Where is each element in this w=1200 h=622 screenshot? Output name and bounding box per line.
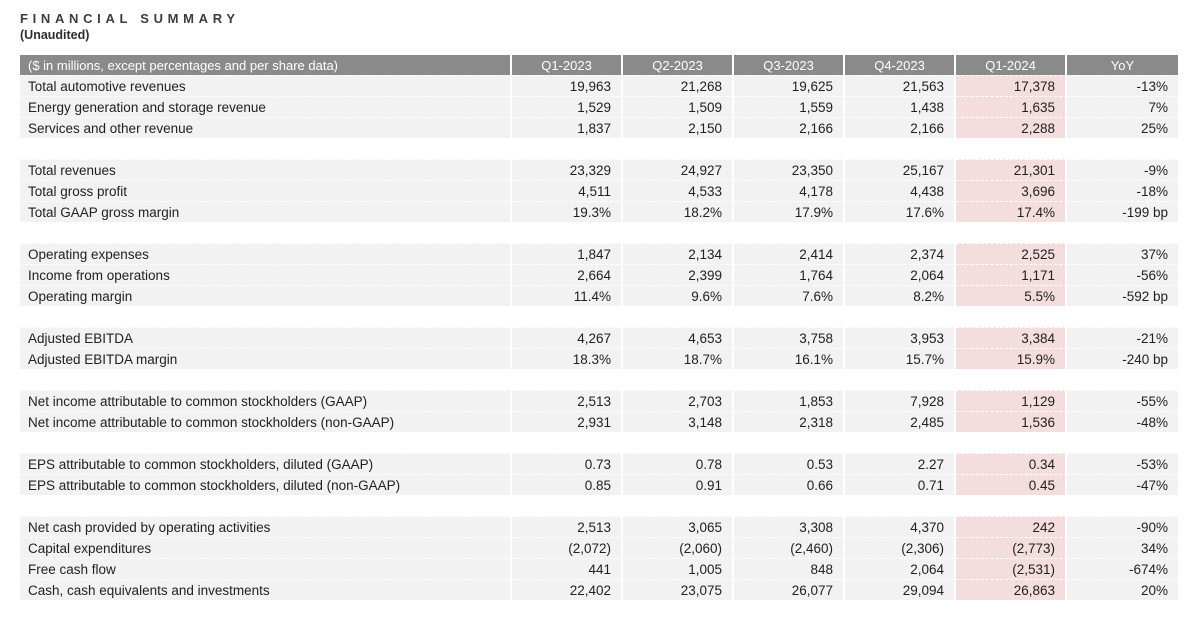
- cell-value: -9%: [1067, 159, 1178, 180]
- cell-value: -90%: [1067, 516, 1178, 537]
- cell-value: -674%: [1067, 558, 1178, 579]
- cell-value: 22,402: [512, 579, 623, 600]
- cell-value: -56%: [1067, 264, 1178, 285]
- cell-value: 2,399: [623, 264, 734, 285]
- column-header: YoY: [1067, 55, 1178, 75]
- cell-value: 29,094: [845, 579, 956, 600]
- cell-value: 21,268: [623, 75, 734, 96]
- cell-value: 23,350: [734, 159, 845, 180]
- section-spacer-cell: [20, 222, 1178, 243]
- section-spacer-cell: [20, 306, 1178, 327]
- cell-value-highlight: 3,384: [956, 327, 1067, 348]
- cell-value: 19,625: [734, 75, 845, 96]
- cell-value: 25,167: [845, 159, 956, 180]
- cell-value: -13%: [1067, 75, 1178, 96]
- table-row: [20, 558, 1178, 579]
- cell-value-highlight: 0.45: [956, 474, 1067, 495]
- table-row: [20, 348, 1178, 369]
- page-title: FINANCIAL SUMMARY: [20, 11, 240, 26]
- cell-value-highlight: 0.34: [956, 453, 1067, 474]
- column-header-units-note: ($ in millions, except percentages and per share data): [20, 55, 512, 75]
- cell-value: 4,267: [512, 327, 623, 348]
- cell-value: 2,064: [845, 264, 956, 285]
- table-row: [20, 264, 1178, 285]
- row-label: Total gross profit: [20, 180, 512, 201]
- row-label: Cash, cash equivalents and investments: [20, 579, 512, 600]
- cell-value: 2,664: [512, 264, 623, 285]
- cell-value: 1,509: [623, 96, 734, 117]
- section-spacer: [20, 432, 1178, 453]
- section-spacer-cell: [20, 369, 1178, 390]
- cell-value: 0.71: [845, 474, 956, 495]
- cell-value: 17.9%: [734, 201, 845, 222]
- cell-value: -21%: [1067, 327, 1178, 348]
- row-label: EPS attributable to common stockholders, diluted (GAAP): [20, 453, 512, 474]
- cell-value: 3,953: [845, 327, 956, 348]
- cell-value: -48%: [1067, 411, 1178, 432]
- cell-value: 18.7%: [623, 348, 734, 369]
- table-row: [20, 474, 1178, 495]
- cell-value-highlight: 3,696: [956, 180, 1067, 201]
- row-label: Total revenues: [20, 159, 512, 180]
- cell-value: 4,178: [734, 180, 845, 201]
- cell-value: 2,414: [734, 243, 845, 264]
- cell-value-highlight: (2,773): [956, 537, 1067, 558]
- table-row: [20, 96, 1178, 117]
- cell-value: 1,529: [512, 96, 623, 117]
- cell-value: 26,077: [734, 579, 845, 600]
- cell-value: 3,308: [734, 516, 845, 537]
- page-subtitle: (Unaudited): [20, 28, 90, 42]
- row-label: Free cash flow: [20, 558, 512, 579]
- table-row: [20, 159, 1178, 180]
- table-body: [20, 75, 1178, 600]
- cell-value-highlight: 1,171: [956, 264, 1067, 285]
- cell-value: 15.7%: [845, 348, 956, 369]
- cell-value: 0.78: [623, 453, 734, 474]
- row-label: Capital expenditures: [20, 537, 512, 558]
- table-row: [20, 537, 1178, 558]
- cell-value: 25%: [1067, 117, 1178, 138]
- row-label: Services and other revenue: [20, 117, 512, 138]
- cell-value-highlight: 1,129: [956, 390, 1067, 411]
- cell-value: 3,148: [623, 411, 734, 432]
- cell-value: 4,511: [512, 180, 623, 201]
- cell-value-highlight: 242: [956, 516, 1067, 537]
- cell-value: 2,166: [845, 117, 956, 138]
- table-row: [20, 411, 1178, 432]
- cell-value: 4,438: [845, 180, 956, 201]
- cell-value: 1,837: [512, 117, 623, 138]
- row-label: Net income attributable to common stockholders (GAAP): [20, 390, 512, 411]
- cell-value: 7,928: [845, 390, 956, 411]
- cell-value: 2,166: [734, 117, 845, 138]
- cell-value: 18.3%: [512, 348, 623, 369]
- cell-value: 1,853: [734, 390, 845, 411]
- cell-value: 2,134: [623, 243, 734, 264]
- cell-value: -18%: [1067, 180, 1178, 201]
- section-spacer: [20, 306, 1178, 327]
- table-row: [20, 117, 1178, 138]
- table-row: [20, 453, 1178, 474]
- section-spacer: [20, 222, 1178, 243]
- cell-value-highlight: 21,301: [956, 159, 1067, 180]
- section-spacer: [20, 138, 1178, 159]
- cell-value: 19.3%: [512, 201, 623, 222]
- section-spacer: [20, 369, 1178, 390]
- cell-value: 9.6%: [623, 285, 734, 306]
- cell-value-highlight: 17,378: [956, 75, 1067, 96]
- row-label: Adjusted EBITDA margin: [20, 348, 512, 369]
- row-label: Operating margin: [20, 285, 512, 306]
- cell-value: 2,485: [845, 411, 956, 432]
- section-spacer-cell: [20, 432, 1178, 453]
- cell-value: 7.6%: [734, 285, 845, 306]
- cell-value: 4,370: [845, 516, 956, 537]
- cell-value: 24,927: [623, 159, 734, 180]
- cell-value: 2,703: [623, 390, 734, 411]
- column-header: Q3-2023: [734, 55, 845, 75]
- cell-value: 20%: [1067, 579, 1178, 600]
- cell-value-highlight: 17.4%: [956, 201, 1067, 222]
- cell-value: 2,513: [512, 516, 623, 537]
- cell-value: -53%: [1067, 453, 1178, 474]
- cell-value: 1,847: [512, 243, 623, 264]
- cell-value: 0.73: [512, 453, 623, 474]
- cell-value: 4,533: [623, 180, 734, 201]
- cell-value: 2,318: [734, 411, 845, 432]
- cell-value: (2,306): [845, 537, 956, 558]
- cell-value: -240 bp: [1067, 348, 1178, 369]
- cell-value: 1,559: [734, 96, 845, 117]
- column-header: Q1-2024: [956, 55, 1067, 75]
- column-header: Q2-2023: [623, 55, 734, 75]
- cell-value: 2,374: [845, 243, 956, 264]
- table-row: [20, 516, 1178, 537]
- table-row: [20, 180, 1178, 201]
- cell-value: 2,931: [512, 411, 623, 432]
- cell-value: 0.53: [734, 453, 845, 474]
- table-row: [20, 327, 1178, 348]
- section-spacer-cell: [20, 495, 1178, 516]
- cell-value: 2,150: [623, 117, 734, 138]
- section-spacer-cell: [20, 138, 1178, 159]
- cell-value: 0.85: [512, 474, 623, 495]
- cell-value: 0.91: [623, 474, 734, 495]
- table-row: [20, 243, 1178, 264]
- row-label: Net income attributable to common stockholders (non-GAAP): [20, 411, 512, 432]
- cell-value: 34%: [1067, 537, 1178, 558]
- cell-value: 1,005: [623, 558, 734, 579]
- cell-value: 11.4%: [512, 285, 623, 306]
- cell-value: 18.2%: [623, 201, 734, 222]
- cell-value: 2.27: [845, 453, 956, 474]
- table-row: [20, 390, 1178, 411]
- cell-value: 3,758: [734, 327, 845, 348]
- cell-value: -47%: [1067, 474, 1178, 495]
- row-label: Total automotive revenues: [20, 75, 512, 96]
- section-spacer: [20, 495, 1178, 516]
- table-row: [20, 201, 1178, 222]
- cell-value: 441: [512, 558, 623, 579]
- row-label: Net cash provided by operating activities: [20, 516, 512, 537]
- row-label: EPS attributable to common stockholders, diluted (non-GAAP): [20, 474, 512, 495]
- cell-value: 1,438: [845, 96, 956, 117]
- cell-value-highlight: 1,536: [956, 411, 1067, 432]
- column-header: Q4-2023: [845, 55, 956, 75]
- cell-value: 21,563: [845, 75, 956, 96]
- cell-value: 7%: [1067, 96, 1178, 117]
- table-row: [20, 75, 1178, 96]
- cell-value: 2,513: [512, 390, 623, 411]
- cell-value: 23,329: [512, 159, 623, 180]
- row-label: Total GAAP gross margin: [20, 201, 512, 222]
- cell-value: -55%: [1067, 390, 1178, 411]
- cell-value: 23,075: [623, 579, 734, 600]
- cell-value: 37%: [1067, 243, 1178, 264]
- cell-value: (2,460): [734, 537, 845, 558]
- table-header: [20, 55, 1178, 75]
- cell-value: -199 bp: [1067, 201, 1178, 222]
- cell-value: 0.66: [734, 474, 845, 495]
- cell-value-highlight: 26,863: [956, 579, 1067, 600]
- row-label: Operating expenses: [20, 243, 512, 264]
- table-header-row: [20, 55, 1178, 75]
- cell-value: 17.6%: [845, 201, 956, 222]
- cell-value: 2,064: [845, 558, 956, 579]
- cell-value: 19,963: [512, 75, 623, 96]
- row-label: Adjusted EBITDA: [20, 327, 512, 348]
- cell-value: 8.2%: [845, 285, 956, 306]
- cell-value-highlight: (2,531): [956, 558, 1067, 579]
- column-header: Q1-2023: [512, 55, 623, 75]
- cell-value: (2,072): [512, 537, 623, 558]
- cell-value-highlight: 15.9%: [956, 348, 1067, 369]
- financial-summary-table: [20, 55, 1178, 600]
- row-label: Energy generation and storage revenue: [20, 96, 512, 117]
- cell-value: 16.1%: [734, 348, 845, 369]
- cell-value: (2,060): [623, 537, 734, 558]
- cell-value: 3,065: [623, 516, 734, 537]
- cell-value: 848: [734, 558, 845, 579]
- cell-value-highlight: 1,635: [956, 96, 1067, 117]
- table-row: [20, 579, 1178, 600]
- cell-value: -592 bp: [1067, 285, 1178, 306]
- cell-value: 4,653: [623, 327, 734, 348]
- table-row: [20, 285, 1178, 306]
- cell-value: 1,764: [734, 264, 845, 285]
- cell-value-highlight: 2,288: [956, 117, 1067, 138]
- cell-value-highlight: 5.5%: [956, 285, 1067, 306]
- cell-value-highlight: 2,525: [956, 243, 1067, 264]
- row-label: Income from operations: [20, 264, 512, 285]
